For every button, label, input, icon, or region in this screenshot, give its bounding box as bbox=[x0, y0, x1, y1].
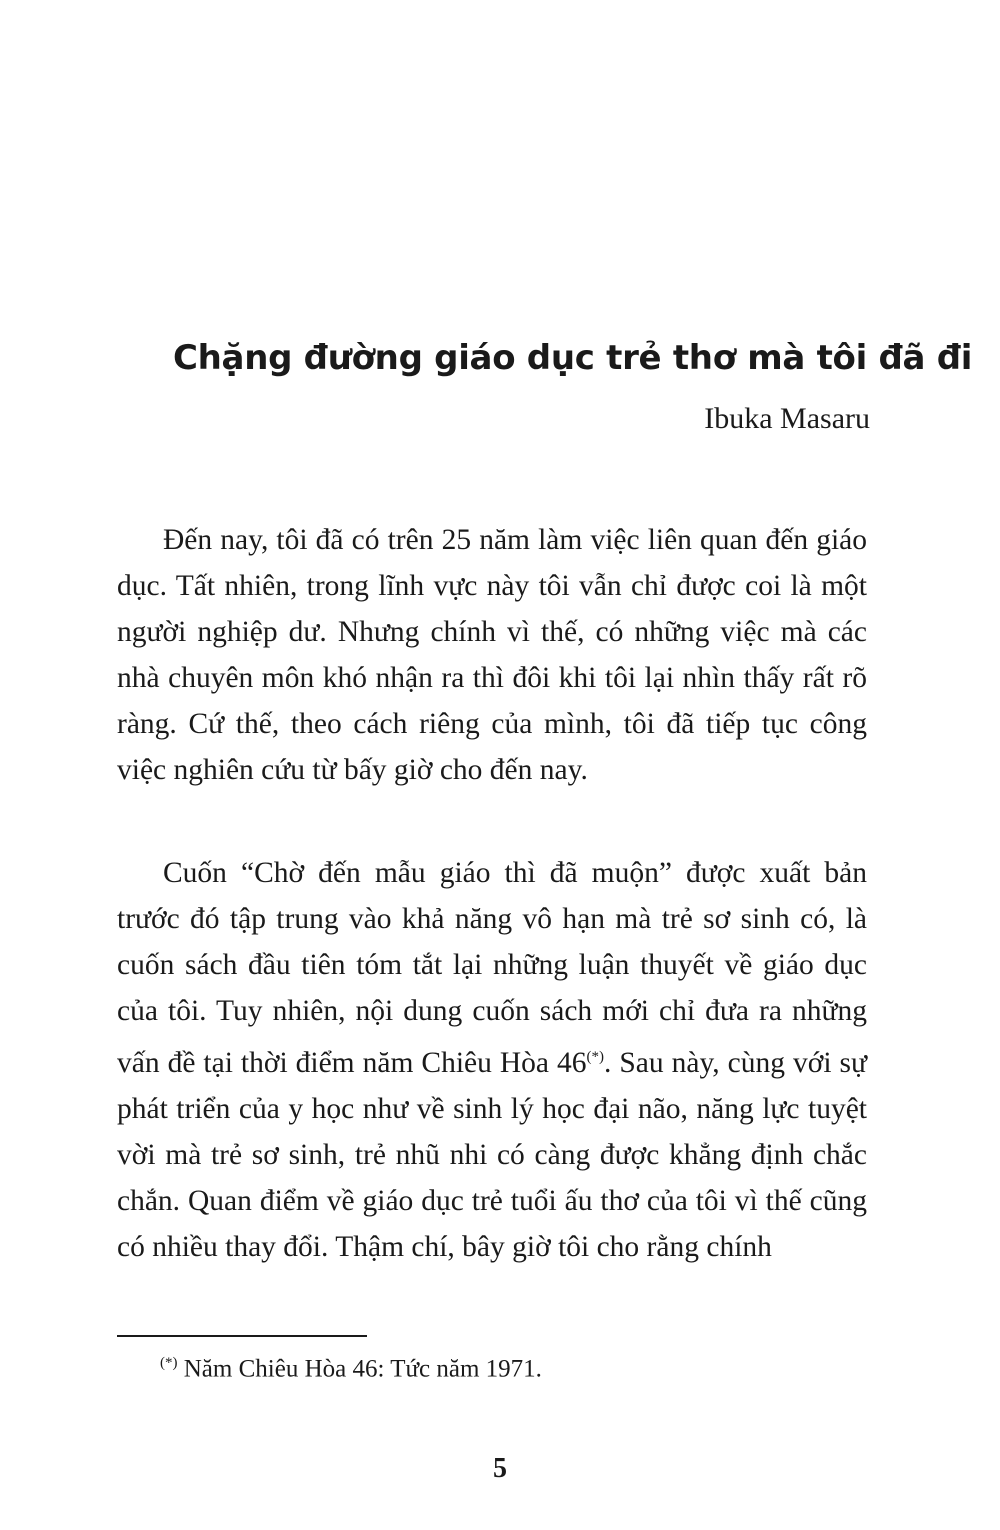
body-paragraph-1: Đến nay, tôi đã có trên 25 năm làm việc liên quan đến giáo dục. Tất nhiên, trong lĩnh vực này tôi vẫn chỉ được coi là một người nghiệp dư. Nhưng chính vì thế, có những việc mà các nhà chuyên môn khó nhận ra thì đôi khi tôi lại nhìn thấy rất rõ ràng. Cứ thế, theo cách riêng của mình, tôi đã tiếp tục công việc nghiên cứu từ bấy giờ cho đến nay. bbox=[117, 524, 867, 786]
paragraph-2-text-end: . Sau này, cùng với sự phát triển của y học như về sinh lý học đại não, năng lực tuyệt vời mà trẻ sơ sinh, trẻ nhũ nhi có càng được khẳng định chắc chắn. Quan điểm về giáo dục trẻ tuổi ấu thơ của tôi vì thế cũng có nhiều thay đổi. Thậm chí, bây giờ tôi cho rằng chính bbox=[117, 1046, 867, 1263]
footnote-marker: (*) bbox=[160, 1355, 178, 1371]
paragraph-2-text-start: Cuốn “Chờ đến mẫu giáo thì đã muộn” được xuất bản trước đó tập trung vào khả năng vô hạn mà trẻ sơ sinh có, là cuốn sách đầu tiên tóm tắt lại những luận thuyết về giáo dục của tôi. Tuy nhiên, nội dung cuốn sách mới chỉ đưa ra những vấn đề tại thời điểm năm Chiêu Hòa 46 bbox=[117, 857, 867, 1079]
body-paragraph-2 bbox=[117, 850, 867, 1270]
chapter-title: Chặng đường giáo dục trẻ thơ mà tôi đã đi bbox=[173, 338, 973, 378]
footnote-divider bbox=[117, 1335, 367, 1337]
footnote bbox=[160, 1355, 542, 1383]
author-name: Ibuka Masaru bbox=[704, 402, 870, 435]
footnote-text: Năm Chiêu Hòa 46: Tức năm 1971. bbox=[177, 1355, 542, 1383]
page-number: 5 bbox=[493, 1453, 507, 1484]
footnote-reference: (*) bbox=[586, 1049, 604, 1065]
